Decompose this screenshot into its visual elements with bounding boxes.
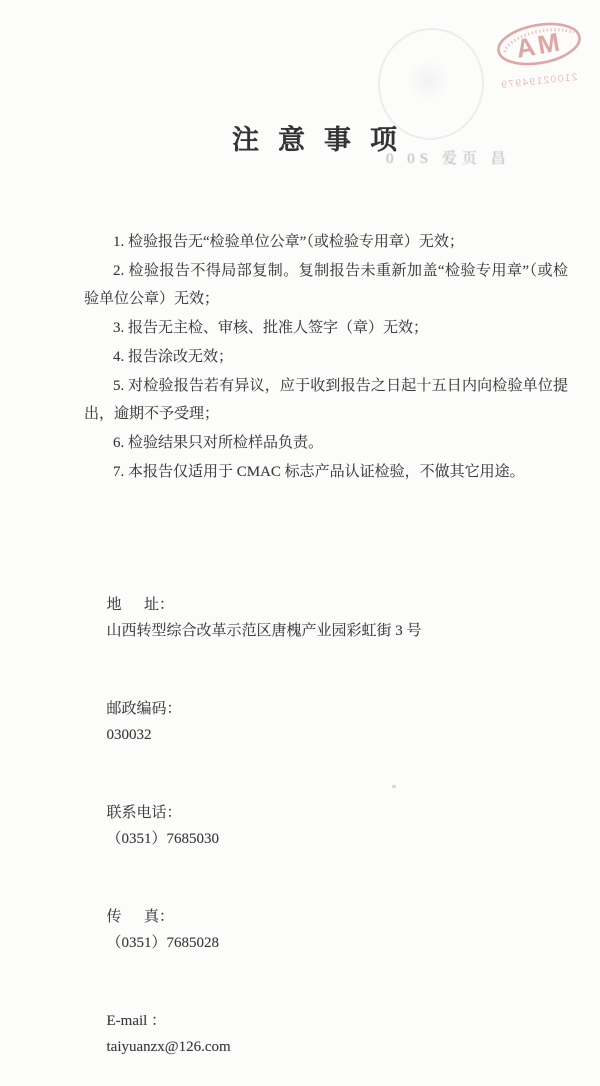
notice-item-7: 7. 本报告仅适用于 CMAC 标志产品认证检验，不做其它用途。 [113,464,525,480]
stamp-graphic [478,6,600,92]
email-line [84,982,422,1086]
notice-item-3: 3. 报告无主检、审核、批准人签字（章）无效； [113,320,429,336]
phone-line [84,774,422,878]
page-title: 注意事项 [232,125,416,155]
postal-code-line [84,670,422,774]
phone-label: 联系电话： [106,805,182,821]
notice-item-1: 1. 检验报告无“检验单位公章”（或检验专用章）无效； [113,234,464,250]
stamp-serial-number: 21002194979 [499,71,578,92]
notice-list [84,228,568,487]
address-value: 山西转型综合改革示范区唐槐产业园彩虹街 3 号 [106,623,422,639]
ghost-stamp-smudge [395,48,462,114]
address-label: 地 址： [106,597,175,613]
stamp-letters: AM [513,26,565,64]
email-value: taiyuanzx@126.com [106,1039,231,1055]
notice-item-6: 6. 检验结果只对所检样品负责。 [113,435,324,451]
notice-item-5: 5. 对检验报告若有异议，应于收到报告之日起十五日内向检验单位提出，逾期不予受理； [84,378,568,422]
fax-line [84,878,422,982]
email-label: E-mail ： [106,1013,167,1029]
notice-item-4: 4. 报告涂改无效； [113,349,234,365]
fax-label: 传 真： [106,909,175,925]
notice-item-2: 2. 检验报告不得局部复制。复制报告未重新加盖“检验专用章”（或检验单位公章）无效； [84,263,568,307]
footer-contact-block [84,566,422,1086]
fax-value: （0351）7685028 [106,935,220,951]
address-line [84,566,422,670]
phone-value: （0351）7685030 [106,831,220,847]
scan-speck [392,785,396,788]
postal-code-value: 030032 [106,727,152,743]
red-oval-stamp [478,6,600,92]
bleed-through-text: 0 0S 爱页 昌 [386,151,511,167]
postal-code-label: 邮政编码： [106,701,182,717]
